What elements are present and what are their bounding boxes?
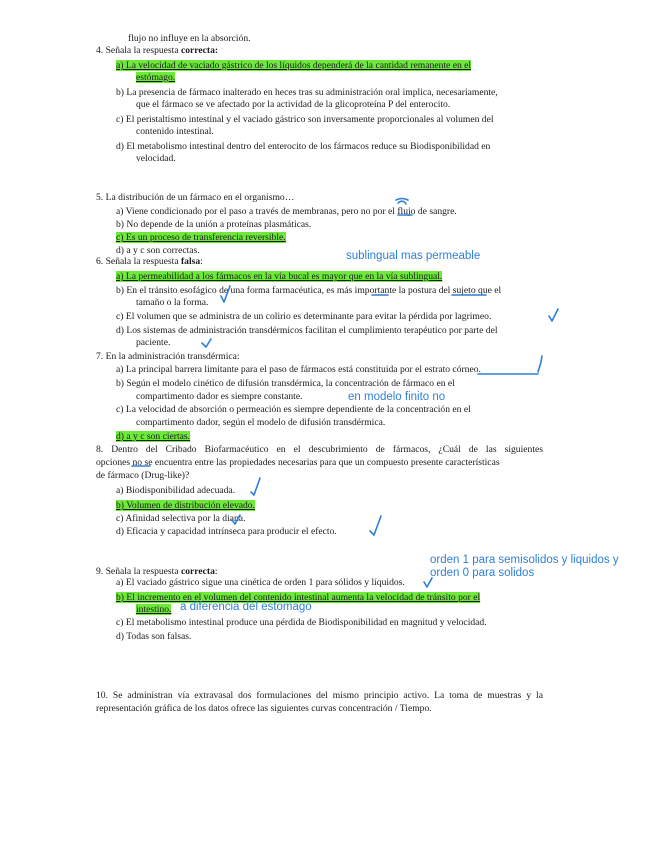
q4-option-c-cont: contenido intestinal. — [136, 126, 214, 137]
q8-option-c: c) Afinidad selectiva por la diana. — [116, 513, 246, 524]
q7-option-b: b) Según el modelo cinético de difusión transdérmica, la concentración de fármaco en el — [116, 378, 455, 389]
question-10-text-cont: representación gráfica de los datos ofrece las siguientes curvas concentración / Tiempo. — [96, 703, 432, 714]
handwritten-note: en modelo finito no — [348, 391, 446, 403]
highlighted-answer: d) a y c son ciertas. — [116, 431, 191, 442]
heading-text: 9. Señala la respuesta — [96, 566, 181, 577]
q4-option-b-cont: que el fármaco se ve afectado por la actividad de la glicoproteína P del enterocito. — [136, 99, 451, 110]
q8-option-a: a) Biodisponibilidad adecuada. — [116, 485, 236, 496]
q6-option-a — [116, 271, 442, 283]
question-5-heading: 5. La distribución de un fármaco en el organismo… — [96, 192, 295, 203]
checkmark-icon — [202, 339, 211, 347]
q7-option-d — [116, 431, 190, 443]
question-8-text: 8. Dentro del Cribado Biofarmacéutico en el descubrimiento de fármacos, ¿Cuál de las siguientes — [96, 444, 543, 455]
heading-bold: correcta: — [180, 45, 219, 56]
heading-colon: : — [200, 256, 203, 267]
q7-option-c: c) La velocidad de absorción o permeación es siempre dependiente de la concentración en el — [116, 404, 471, 415]
heading-text: 4. Señala la respuesta — [96, 45, 181, 56]
q8-option-d: d) Eficacia y capacidad intrínseca para producir el efecto. — [116, 526, 337, 537]
checkmark-icon — [538, 356, 542, 372]
q5-option-a: a) Viene condicionado por el paso a través de membranas, pero no por el flujo de sangre. — [116, 206, 457, 217]
highlighted-answer: a) La permeabilidad a los fármacos en la vía bucal es mayor que en la vía sublingual. — [116, 271, 443, 282]
highlighted-answer: c) Es un proceso de transferencia reversible. — [116, 232, 286, 243]
highlighted-answer: estómago. — [136, 72, 176, 83]
text-line: flujo no influye en la absorción. — [128, 33, 251, 44]
handwritten-note: sublingual mas permeable — [346, 250, 481, 262]
question-4-heading — [96, 45, 218, 57]
q4-option-c: c) El peristaltismo intestinal y el vaciado gástrico son inversamente proporcionales al volumen del — [116, 114, 494, 125]
q7-option-a: a) La principal barrera limitante para el paso de fármacos está constituida por el estrato córneo. — [116, 364, 481, 375]
q5-option-b: b) No depende de la unión a proteínas plasmáticas. — [116, 219, 312, 230]
q7-option-c-cont: compartimento dador, según el modelo de difusión transdérmica. — [136, 417, 386, 428]
q9-option-c: c) El metabolismo intestinal produce una pérdida de Biodisponibilidad en magnitud y velocidad. — [116, 617, 487, 628]
highlighted-answer: b) Volumen de distribución elevado. — [116, 500, 255, 511]
q4-option-b: b) La presencia de fármaco inalterado en heces tras su administración oral implica, necesariamente, — [116, 87, 498, 98]
highlighted-answer: intestino. — [136, 604, 172, 615]
heading-text: 6. Señala la respuesta — [96, 256, 181, 267]
heading-bold: correcta — [180, 566, 215, 577]
highlighted-answer: a) La velocidad de vaciado gástrico de los líquidos dependerá de la cantidad remanente en el — [116, 60, 472, 71]
handwritten-note: orden 0 para solidos — [430, 567, 535, 579]
q9-option-a: a) El vaciado gástrico sigue una cinética de orden 1 para sólidos y líquidos. — [116, 577, 405, 588]
q6-option-d-cont: paciente. — [136, 337, 171, 348]
q8-option-b — [116, 500, 255, 512]
q6-option-b: b) En el tránsito esofágico de una forma farmacéutica, es más importante la postura del sujeto que el — [116, 285, 502, 296]
q4-option-d: d) El metabolismo intestinal dentro del enterocito de los fármacos reduce su Biodisponibilidad en — [116, 141, 491, 152]
q5-option-c — [116, 232, 286, 244]
q5-option-d: d) a y c son correctas. — [116, 245, 200, 256]
q4-option-d-cont: velocidad. — [136, 153, 176, 164]
heading-colon: : — [214, 566, 218, 577]
handwritten-note: a diferencia del estomago — [180, 601, 312, 613]
question-10-text: 10. Se administran vía extravasal dos formulaciones del mismo principio activo. La toma de muestras y la — [96, 690, 543, 701]
checkmark-icon — [549, 309, 558, 321]
q9-option-b-cont — [136, 604, 171, 616]
q4-option-a-cont — [136, 72, 175, 84]
question-8-text-cont: de fármaco (Drug-like)? — [96, 470, 190, 481]
question-7-heading: 7. En la administración transdérmica: — [96, 351, 240, 362]
q6-option-b-cont: tamaño o la forma. — [136, 297, 209, 308]
q4-option-a — [116, 60, 471, 72]
q6-option-c: c) El volumen que se administra de un colirio es determinante para evitar la pérdida por lagrimeo. — [116, 311, 492, 322]
question-8-text-cont: opciones no se encuentra entre las propiedades necesarias para que un compuesto presente características — [96, 457, 500, 468]
handwritten-note: orden 1 para semisolidos y liquidos y — [430, 554, 619, 566]
q9-option-d: d) Todas son falsas. — [116, 631, 192, 642]
checkmark-icon — [370, 516, 381, 535]
highlighted-answer: b) El incremento en el volumen del contenido intestinal aumenta la velocidad de tránsito por el — [116, 592, 481, 603]
question-6-heading — [96, 256, 203, 268]
cross-mark-icon — [396, 199, 408, 205]
q7-option-b-cont: compartimento dador es siempre constante. — [136, 391, 303, 402]
heading-bold: falsa — [180, 256, 201, 267]
checkmark-icon — [251, 478, 260, 495]
q6-option-d: d) Los sistemas de administración transdérmicos facilitan el cumplimiento terapéutico por parte del — [116, 325, 498, 336]
